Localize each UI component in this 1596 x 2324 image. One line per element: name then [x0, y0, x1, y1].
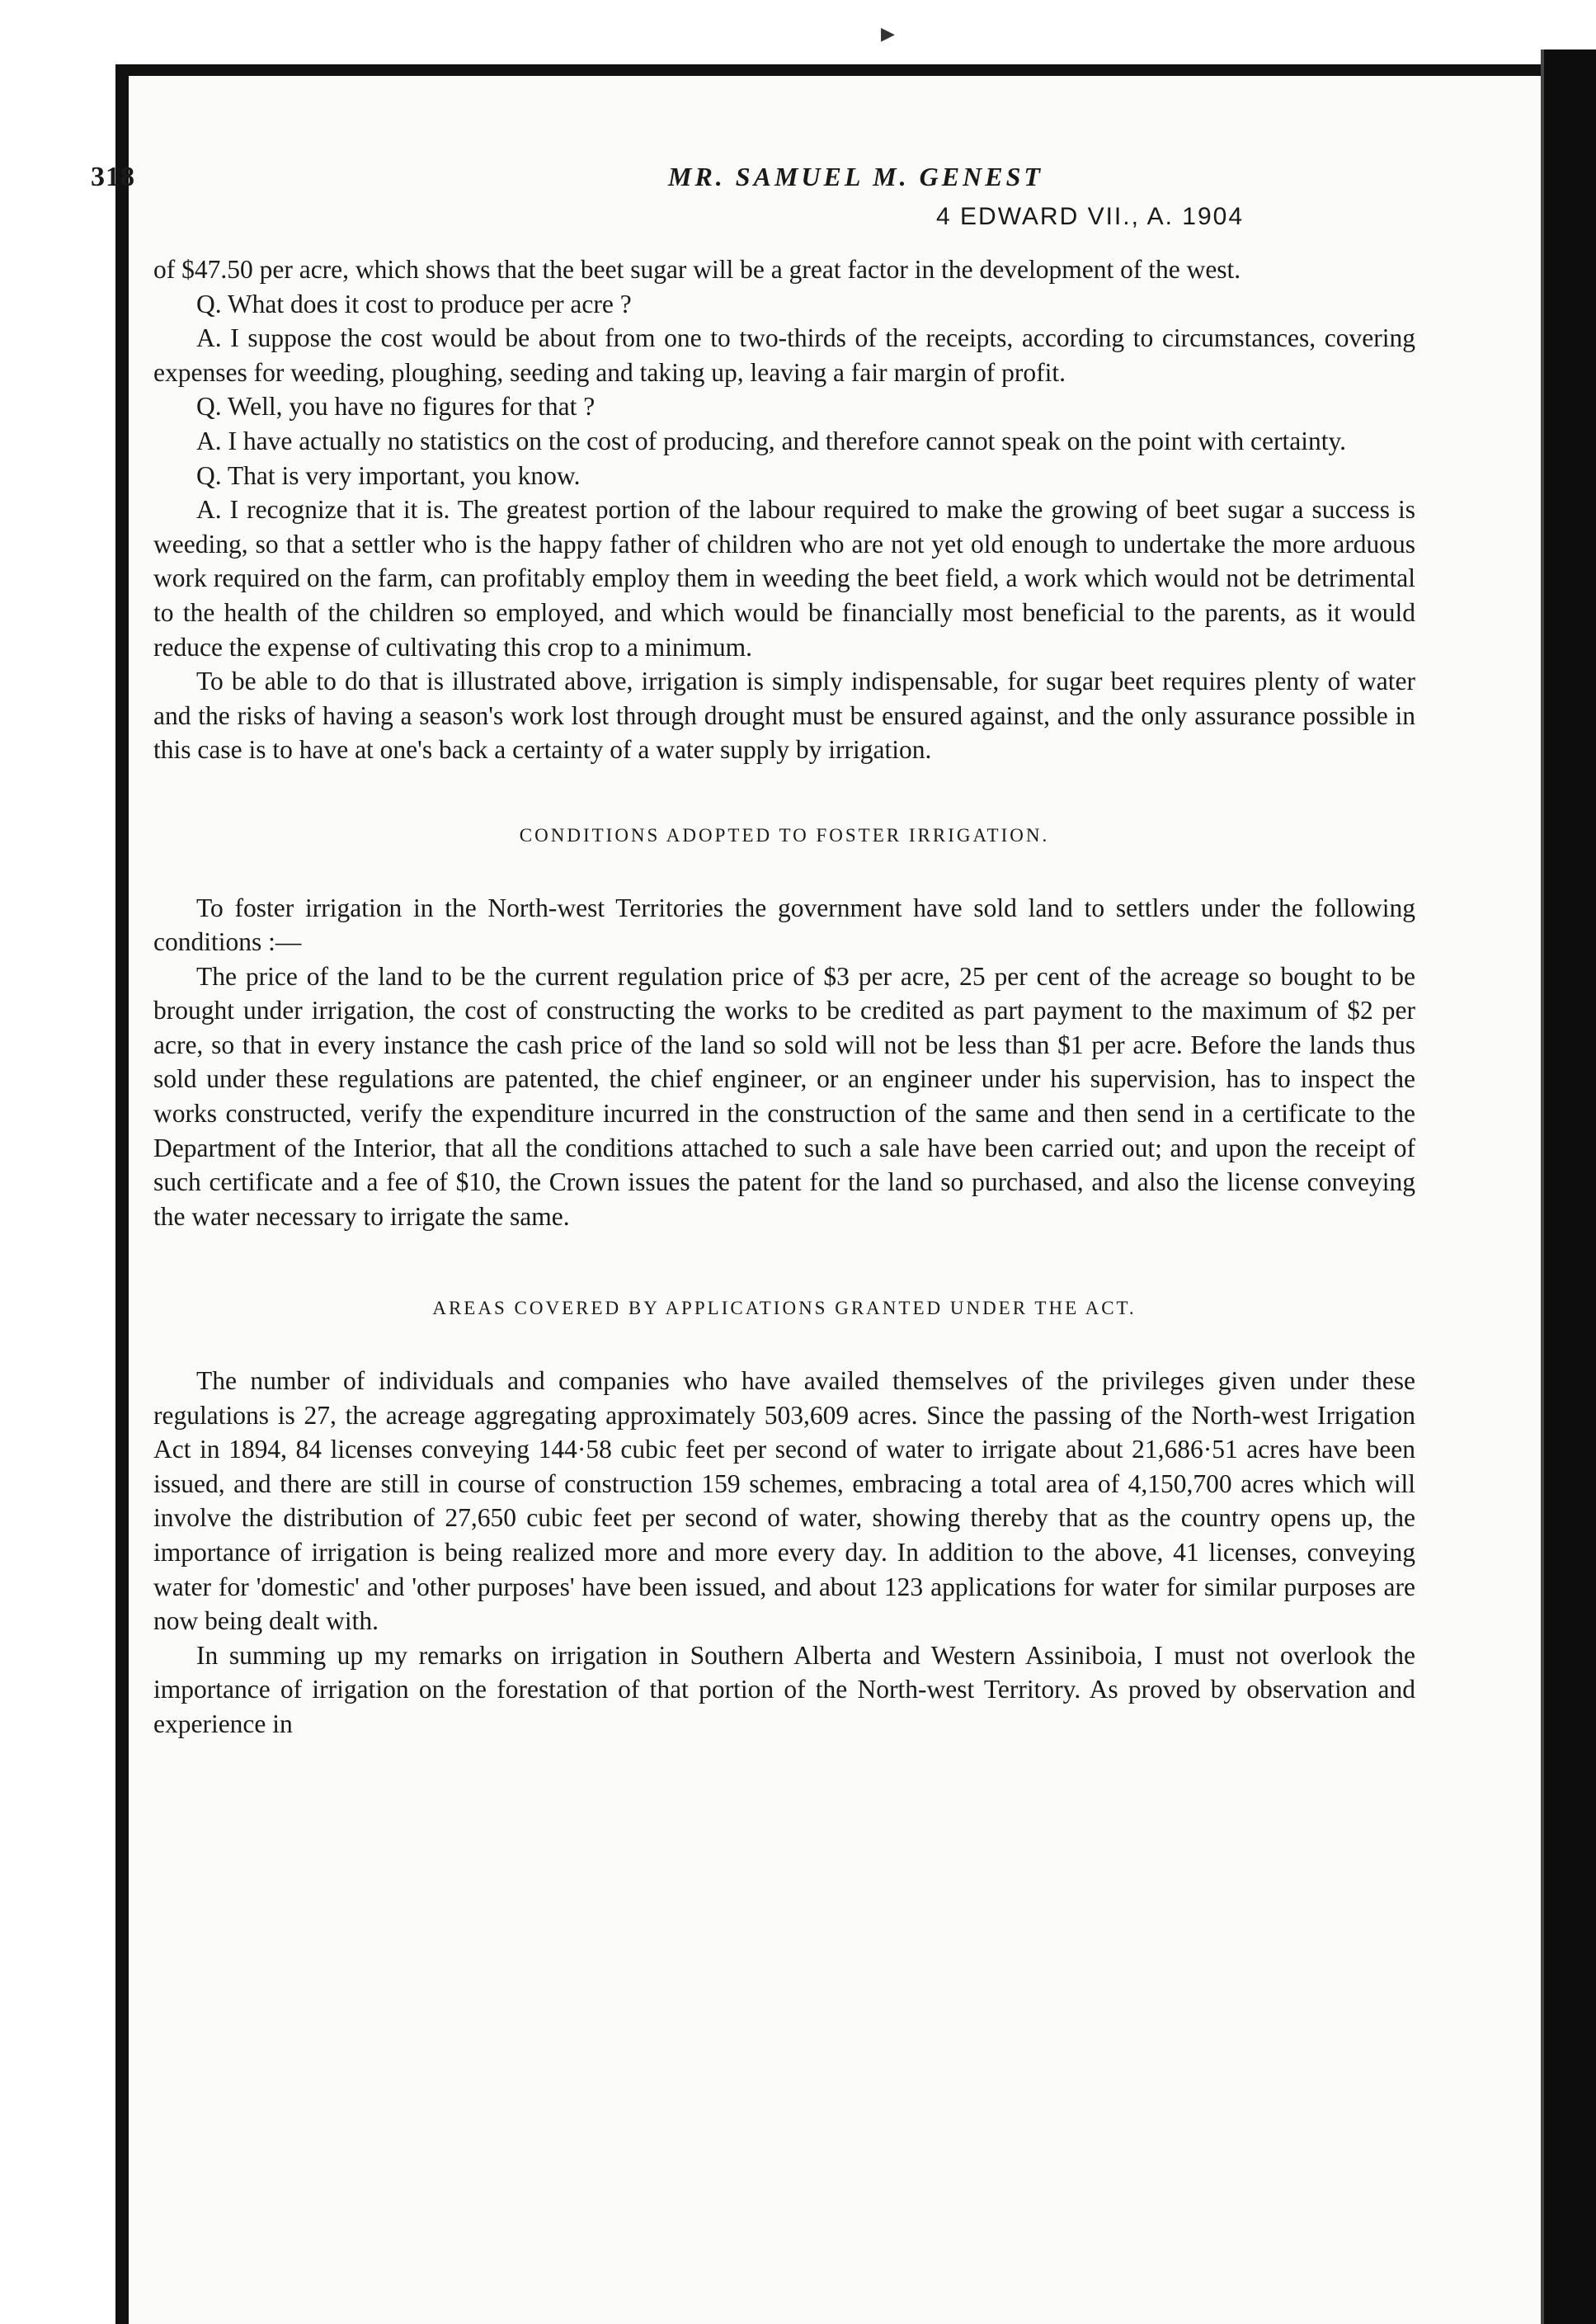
scan-border-left	[115, 64, 129, 2324]
page-number: 318	[91, 162, 135, 192]
paragraph: To be able to do that is illustrated above, irrigation is simply indispensable, for sugar beet requires plenty of water and the risks of having a season's work lost through drought must be ensured against, and the only assurance possible in this case is to have at one's back a certainty of a water supply by irrigation.	[153, 667, 1415, 765]
paragraph: The price of the land to be the current regulation price of $3 per acre, 25 per cent of the acreage so bought to be brought under irrigation, the cost of constructing the works to be credited as part payment to the maximum of $2 per acre, so that in every instance the cash price of the land so sold will not be less than $1 per acre. Before the lands thus sold under these regulations are patented, the chief engineer, or an engineer under his supervision, has to inspect the works constructed, verify the expenditure incurred in the construction of the same and then send in a certificate to the Department of the Interior, that all the conditions attached to such a sale have been carried out; and upon the receipt of such certificate and a fee of $10, the Crown issues the patent for the land so purchased, and also the license conveying the water necessary to irrigate the same.	[153, 961, 1415, 1231]
question: Q. Well, you have no figures for that ?	[196, 392, 596, 422]
paragraph: To foster irrigation in the North-west Territories the government have sold land to settlers under the following conditions :—	[153, 893, 1415, 957]
document-body	[153, 252, 1415, 1742]
session-reference: 4 EDWARD VII., A. 1904	[936, 203, 1245, 230]
section-heading-areas: AREAS COVERED BY APPLICATIONS GRANTED UNDER THE ACT.	[432, 1298, 1137, 1319]
running-title: MR. SAMUEL M. GENEST	[668, 162, 1043, 191]
answer: A. I recognize that it is. The greatest portion of the labour required to make the growing of beet sugar a success is weeding, so that a settler who is the happy father of children who are not yet old enough to undertake the more arduous work required on the farm, can profitably employ them in weeding the beet field, a work which would not be detrimental to the health of the children so employed, and which would be financially most beneficial to the parents, as it would reduce the expense of cultivating this crop to a minimum.	[153, 495, 1415, 662]
paragraph: The number of individuals and companies who have availed themselves of the privileges given under these regulations is 27, the acreage aggregating approximately 503,609 acres. Since the passing of the North-west Irrigation Act in 1894, 84 licenses conveying 144·58 cubic feet per second of water to irrigate about 21,686·51 acres have been issued, and there are still in course of construction 159 schemes, embracing a total area of 4,150,700 acres which will involve the distribution of 27,650 cubic feet per second of water, showing thereby that as the country opens up, the importance of irrigation is being realized more and more every day. In addition to the above, 41 licenses, conveying water for 'domestic' and 'other purposes' have been issued, and about 123 applications for water for similar purposes are now being dealt with.	[153, 1366, 1415, 1636]
paragraph: of $47.50 per acre, which shows that the beet sugar will be a great factor in the development of the west.	[153, 255, 1241, 284]
question: Q. What does it cost to produce per acre ?	[196, 289, 632, 318]
running-head	[91, 162, 1311, 201]
question: Q. That is very important, you know.	[196, 460, 581, 490]
scan-border-right	[1544, 49, 1596, 2324]
answer: A. I have actually no statistics on the cost of producing, and therefore cannot speak on the point with certainty.	[196, 426, 1347, 455]
answer: A. I suppose the cost would be about from one to two-thirds of the receipts, according to circumstances, covering expenses for weeding, ploughing, seeding and taking up, leaving a fair margin of profit.	[153, 323, 1415, 387]
scan-margin-left	[0, 0, 124, 2324]
paragraph: In summing up my remarks on irrigation in Southern Alberta and Western Assiniboia, I must not overlook the importance of irrigation on the forestation of that portion of the North-west Territory. As proved by observation and experience in	[153, 1640, 1415, 1738]
scan-border-top	[115, 64, 1547, 76]
section-heading-conditions: CONDITIONS ADOPTED TO FOSTER IRRIGATION.	[519, 824, 1050, 846]
scan-speck-mark: ▶	[881, 23, 895, 44]
